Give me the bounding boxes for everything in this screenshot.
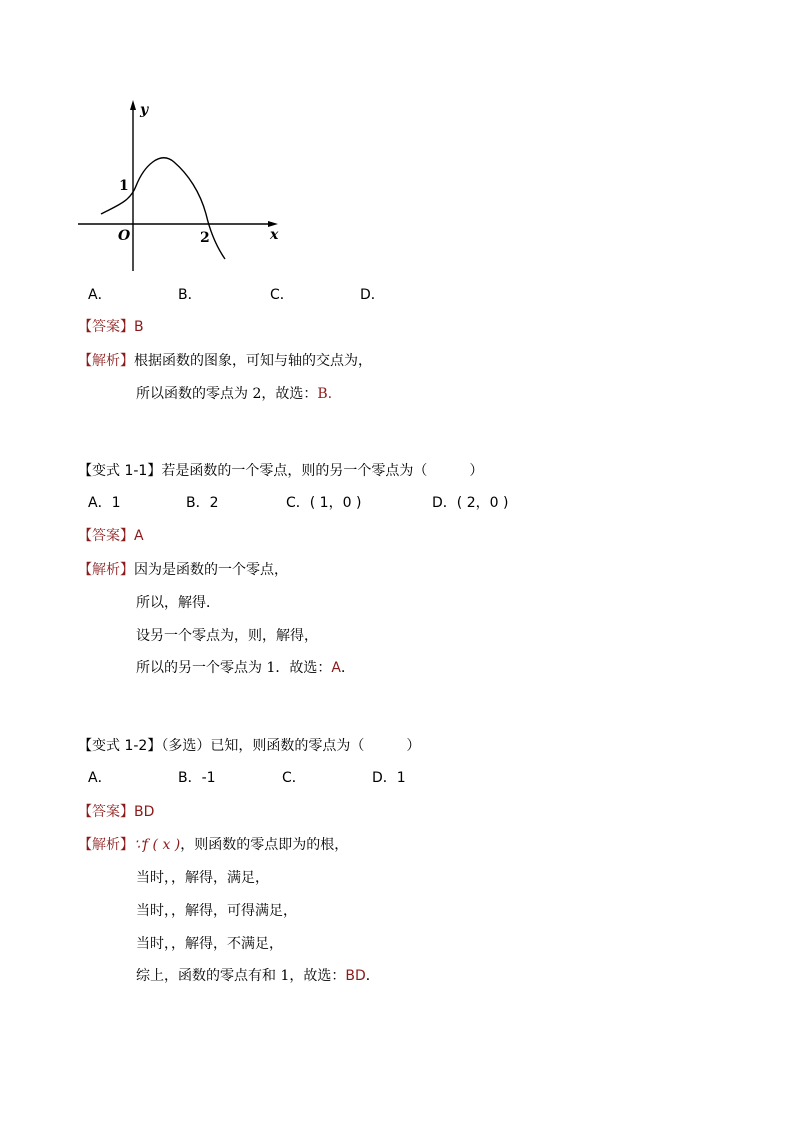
analysis-tag: 【解析】 [78, 562, 134, 578]
number: 1 [280, 968, 290, 984]
because-fx: ∵f ( x ) [134, 837, 181, 853]
answer-ref: B. [317, 386, 333, 402]
analysis-line: ，则函数的零点即为的根， [180, 837, 349, 853]
v1-analysis-row [78, 559, 288, 579]
q1-analysis-row [78, 350, 372, 370]
q1-analysis-line-2 [136, 383, 332, 403]
variant-tag: 【变式 1-1】 [78, 463, 162, 479]
v2-option-b: B．-1 [178, 770, 216, 786]
v1-analysis-line-3: 设另一个零点为，则，解得， [136, 628, 318, 644]
y-axis-label: y [140, 102, 149, 118]
analysis-tag: 【解析】 [78, 353, 134, 369]
v2-option-a: A． [88, 770, 112, 786]
v2-analysis-line-3: 当时，，解得，可得满足， [136, 903, 297, 919]
analysis-line: 因为是函数的一个零点， [134, 562, 288, 578]
v2-answer-row [78, 801, 154, 821]
variant-tag: 【变式 1-2】 [78, 738, 162, 754]
answer-value: B [134, 319, 144, 335]
x-tick-label: 2 [200, 230, 210, 246]
v2-option-d: D．1 [372, 770, 406, 786]
question-stem: 若是函数的一个零点，则的另一个零点为（ ） [161, 463, 484, 479]
v1-option-c: C．( 1，0 ) [286, 495, 362, 511]
v1-option-a: A．1 [88, 495, 121, 511]
answer-tag: 【答案】 [78, 319, 134, 335]
answer-ref: BD [345, 968, 366, 984]
q1-option-c: C． [270, 287, 294, 303]
origin-label: O [118, 228, 131, 244]
v2-analysis-line-4: 当时，，解得，不满足， [136, 936, 283, 952]
text-segment: ，故选： [261, 386, 318, 402]
answer-tag: 【答案】 [78, 528, 134, 544]
x-axis-label: x [270, 227, 279, 243]
number: 2 [252, 386, 262, 402]
v2-analysis-line-2: 当时，，解得，满足， [136, 870, 269, 886]
text-segment: ． [365, 968, 380, 984]
v1-analysis-line-4 [136, 657, 355, 677]
v1-option-b: B．2 [186, 495, 219, 511]
v1-option-d: D．( 2，0 ) [432, 495, 509, 511]
answer-value: A [134, 528, 144, 544]
answer-ref: A [331, 660, 341, 676]
q1-option-d: D． [360, 287, 385, 303]
y-tick-label: 1 [119, 178, 129, 194]
number: 1 [266, 660, 276, 676]
v1-analysis-line-2: 所以，解得． [136, 595, 220, 611]
y-axis-arrow [130, 100, 136, 110]
text-segment: 综上，函数的零点有和 [136, 968, 276, 984]
analysis-tag: 【解析】 [78, 837, 134, 853]
v2-analysis-line-5 [136, 965, 380, 985]
v1-answer-row [78, 525, 144, 545]
answer-value: BD [134, 804, 155, 820]
q1-option-a: A． [88, 287, 112, 303]
v2-analysis-row [78, 834, 348, 854]
question-stem: （多选）已知，则函数的零点为（ ） [161, 738, 421, 754]
v1-stem [78, 460, 483, 480]
q1-answer-row [78, 316, 144, 336]
function-graph [78, 96, 288, 276]
v2-stem [78, 735, 420, 755]
text-segment: 所以的另一个零点为 [136, 660, 262, 676]
text-segment: ．故选： [275, 660, 332, 676]
analysis-line: 根据函数的图象，可知与轴的交点为， [134, 353, 372, 369]
answer-tag: 【答案】 [78, 804, 134, 820]
v2-option-c: C． [282, 770, 306, 786]
text-segment: ，故选： [289, 968, 346, 984]
text-segment: 所以函数的零点为 [136, 386, 248, 402]
text-segment: ． [340, 660, 355, 676]
q1-option-b: B． [178, 287, 202, 303]
